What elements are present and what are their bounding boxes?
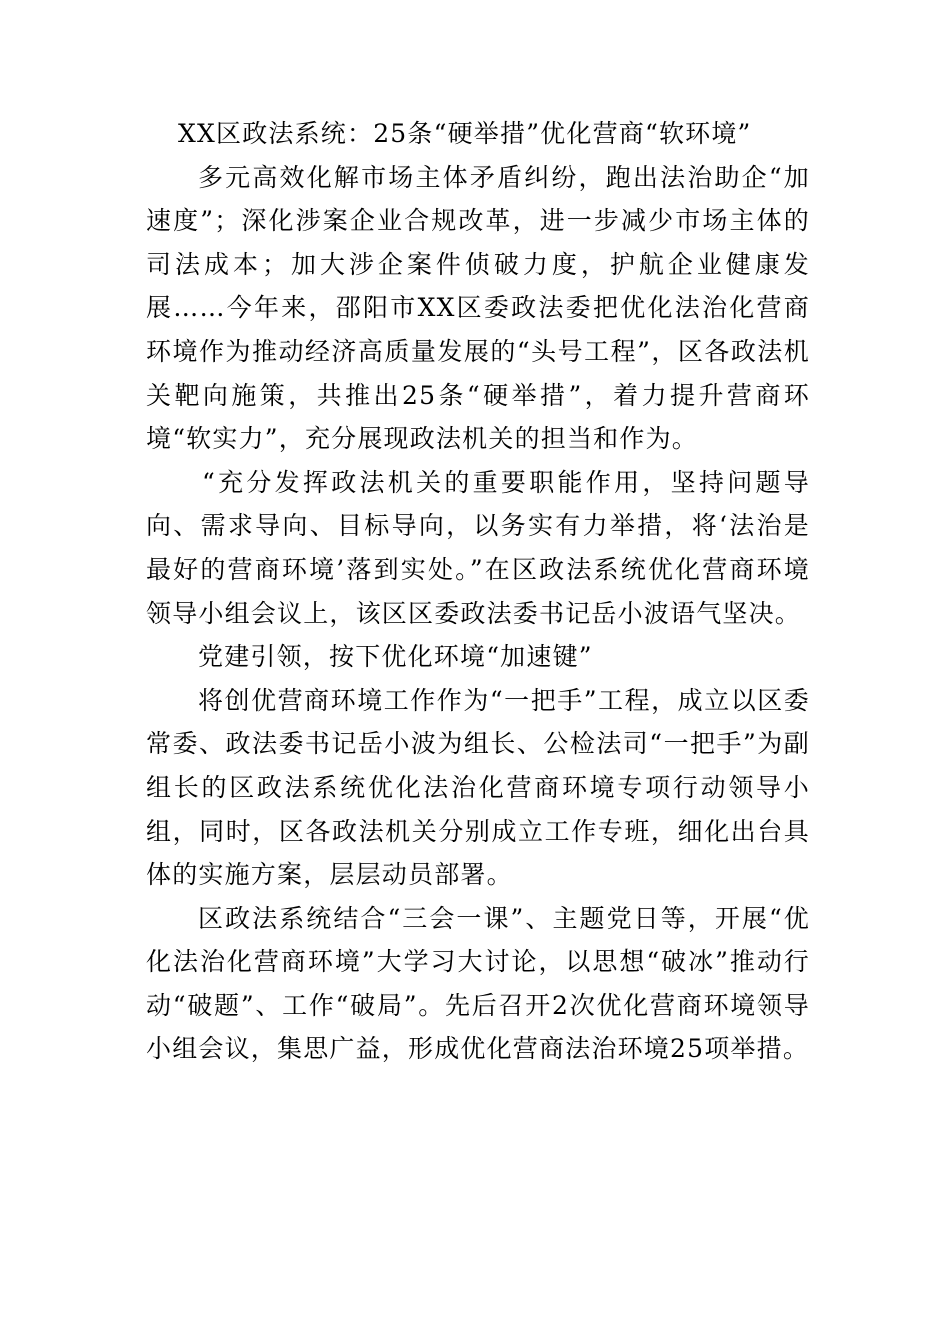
- document-body: [146, 112, 810, 1071]
- paragraph-intro: 多元高效化解市场主体矛盾纠纷，跑出法治助企“加速度”；深化涉案企业合规改革，进一步减少市场主体的司法成本；加大涉企案件侦破力度，护航企业健康发展……今年来，邵阳市XX区委政法委把优化法治化营商环境作为推动经济高质量发展的“头号工程”，区各政法机关靶向施策，共推出25条“硬举措”，着力提升营商环境“软实力”，充分展现政法机关的担当和作为。: [146, 162, 810, 454]
- section-heading: 党建引领，按下优化环境“加速键”: [198, 642, 593, 672]
- paragraph-quote: “充分发挥政法机关的重要职能作用，坚持问题导向、需求导向、目标导向，以务实有力举措，将‘法治是最好的营商环境’落到实处。”在区政法系统优化营商环境领导小组会议上，该区区委政法委书记岳小波语气坚决。: [146, 467, 810, 628]
- document-title: XX区政法系统：25条“硬举措”优化营商“软环境”: [178, 119, 752, 148]
- paragraph-study: 区政法系统结合“三会一课”、主题党日等，开展“优化法治化营商环境”大学习大讨论，以思想“破冰”推动行动“破题”、工作“破局”。先后召开2次优化营商环境领导小组会议，集思广益，形成优化营商法治环境25项举措。: [146, 903, 810, 1064]
- paragraph-leadership: 将创优营商环境工作作为“一把手”工程，成立以区委常委、政法委书记岳小波为组长、公检法司“一把手”为副组长的区政法系统优化法治化营商环境专项行动领导小组，同时，区各政法机关分别成立工作专班，细化出台具体的实施方案，层层动员部署。: [146, 685, 810, 890]
